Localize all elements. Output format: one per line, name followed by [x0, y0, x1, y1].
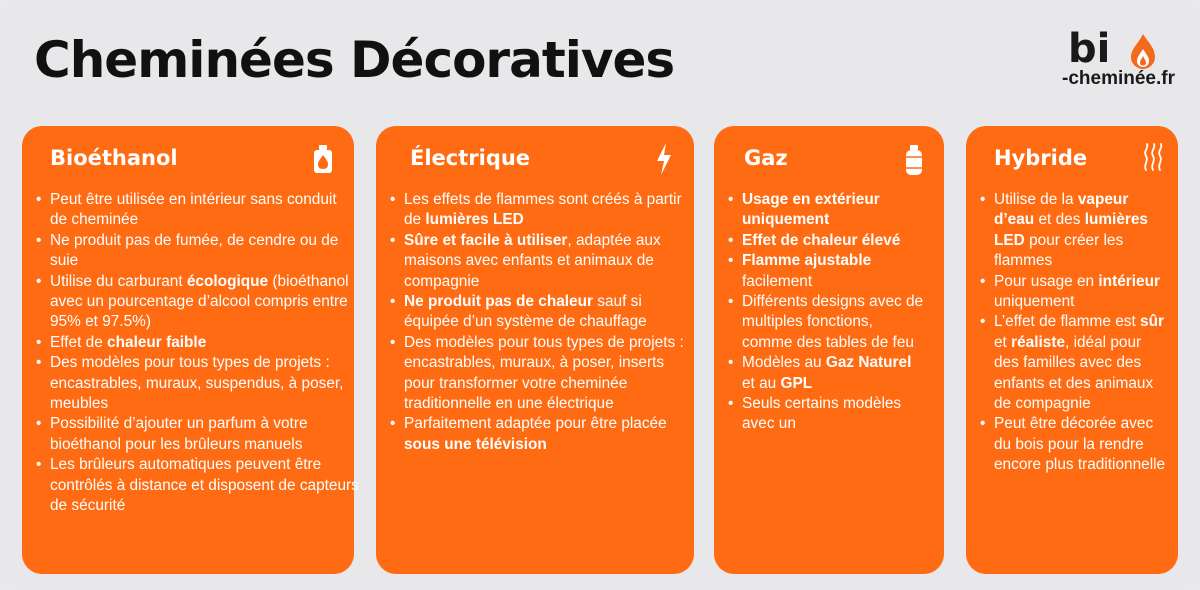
list-item: • Modèles au Gaz Naturel et au GPL — [728, 353, 927, 394]
gas-bottle-icon — [904, 144, 924, 176]
card-gaz — [714, 126, 944, 574]
card-hybride — [966, 126, 1178, 574]
card-heading: Gaz — [744, 146, 788, 170]
lightning-icon — [654, 142, 674, 176]
list-item: • Flamme ajustable facilement — [728, 251, 927, 292]
card-list — [728, 190, 927, 435]
card-heading: Hybride — [994, 146, 1088, 170]
list-item: • Différents designs avec de multiples fonctions, comme des tables de feu — [728, 292, 927, 353]
list-item: • Effet de chaleur faible — [36, 333, 350, 353]
list-item: • Peut être décorée avec du bois pour la rendre encore plus traditionnelle — [980, 414, 1166, 475]
logo-text-top: bi — [1068, 26, 1111, 72]
list-item: • Les brûleurs automatiques peuvent être contrôlés à distance et disposent de capteurs de sécurité — [36, 455, 360, 516]
card-list — [980, 190, 1166, 476]
list-item: • Utilise de la vapeur d’eau et des lumières LED pour créer les flammes — [980, 190, 1166, 272]
list-item: • Parfaitement adaptée pour être placée sous une télévision — [390, 414, 682, 455]
list-item: • Des modèles pour tous types de projets : encastrables, muraux, à poser, inserts pour transformer votre cheminée traditionnelle en une électrique — [390, 333, 694, 415]
list-item: • Utilise du carburant écologique (bioéthanol avec un pourcentage d’alcool compris entre 95% et 97.5%) — [36, 272, 350, 333]
list-item: • Possibilité d’ajouter un parfum à votre bioéthanol pour les brûleurs manuels — [36, 414, 350, 455]
logo — [1062, 28, 1182, 94]
card-list — [36, 190, 360, 517]
card-bioethanol — [22, 126, 359, 574]
card-heading: Bioéthanol — [50, 146, 178, 170]
list-item: • Effet de chaleur élevé — [728, 231, 927, 251]
logo-flame-icon — [1130, 32, 1156, 70]
card-list — [390, 190, 694, 455]
steam-icon — [1142, 142, 1164, 172]
bottle-flame-icon — [312, 144, 334, 174]
list-item: • Pour usage en intérieur uniquement — [980, 272, 1166, 313]
list-item: • L’effet de flamme est sûr et réaliste, idéal pour des familles avec des enfants et des animaux de compagnie — [980, 312, 1166, 414]
list-item: • Peut être utilisée en intérieur sans conduit de cheminée — [36, 190, 350, 231]
list-item: • Des modèles pour tous types de projets : encastrables, muraux, suspendus, à poser, meubles — [36, 353, 350, 414]
list-item: • Les effets de flammes sont créés à partir de lumières LED — [390, 190, 682, 231]
list-item: • Seuls certains modèles avec un — [728, 394, 927, 435]
card-electrique — [376, 126, 694, 574]
list-item: • Sûre et facile à utiliser, adaptée aux maisons avec enfants et animaux de compagnie — [390, 231, 682, 292]
list-item: • Usage en extérieur uniquement — [728, 190, 927, 231]
page-title: Cheminées Décoratives — [34, 31, 675, 89]
card-heading: Électrique — [410, 146, 531, 170]
list-item: • Ne produit pas de fumée, de cendre ou de suie — [36, 231, 350, 272]
list-item: • Ne produit pas de chaleur sauf si équipée d’un système de chauffage — [390, 292, 682, 333]
logo-text-bottom: -cheminée.fr — [1062, 68, 1175, 89]
